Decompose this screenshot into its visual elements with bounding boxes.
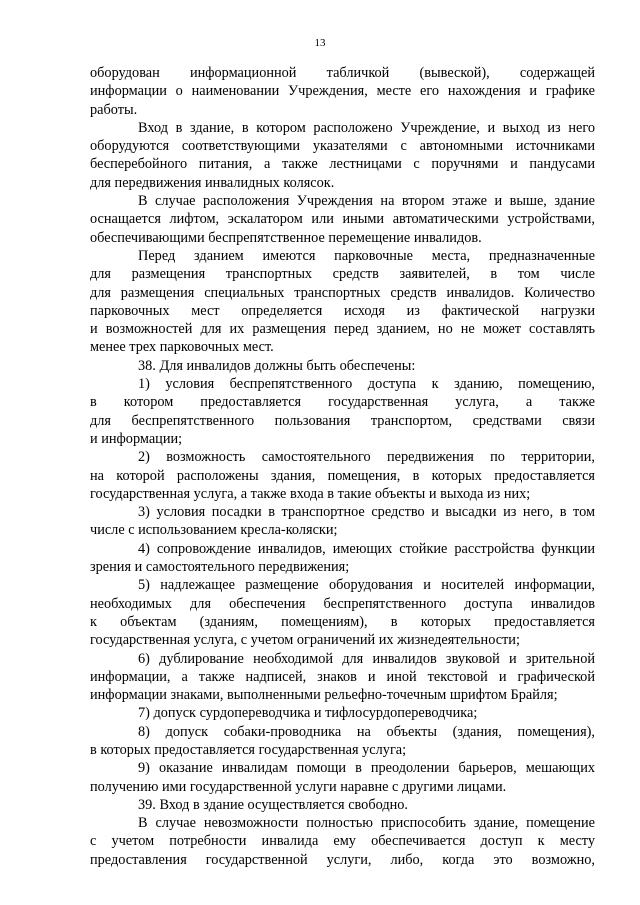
text-line: информации знаками, выполненными рельефно-точечным шрифтом Брайля;: [90, 687, 558, 704]
text-line: 2) возможность самостоятельного передвижения по территории,: [138, 449, 595, 466]
text-line: 5) надлежащее размещение оборудования и носителей информации,: [138, 577, 595, 594]
body-text: [90, 64, 595, 869]
text-line: и возможностей для их размещения перед зданием, но не может составлять: [90, 321, 595, 338]
text-line: 39. Вход в здание осуществляется свободно.: [138, 796, 408, 813]
text-line: необходимых для обеспечения беспрепятственного доступа инвалидов: [90, 595, 595, 612]
text-line: 38. Для инвалидов должны быть обеспечены:: [138, 357, 416, 374]
text-line: в котором предоставляется государственная услуга, а также: [90, 394, 595, 411]
text-line: информации о наименовании Учреждения, месте его нахождения и графике: [90, 83, 595, 100]
text-line: числе с использованием кресла-коляски;: [90, 522, 338, 539]
text-line: для передвижения инвалидных колясок.: [90, 174, 335, 191]
text-line: государственная услуга, а также входа в такие объекты и выхода из них;: [90, 485, 531, 502]
text-line: менее трех парковочных мест.: [90, 339, 274, 356]
text-line: работы.: [90, 101, 138, 118]
text-line: информации, а также надписей, знаков и иной текстовой и графической: [90, 668, 595, 685]
text-line: 3) условия посадки в транспортное средство и высадки из него, в том: [138, 504, 595, 521]
text-line: 8) допуск собаки-проводника на объекты (здания, помещения),: [138, 723, 595, 740]
text-line: Вход в здание, в котором расположено Учреждение, и выход из него: [138, 119, 595, 136]
text-line: на которой расположены здания, помещения, в которых предоставляется: [90, 467, 595, 484]
text-line: 1) условия беспрепятственного доступа к зданию, помещению,: [138, 376, 595, 393]
text-line: бесперебойного питания, а также лестницами с поручнями и пандусами: [90, 156, 595, 173]
text-line: 7) допуск сурдопереводчика и тифлосурдопереводчика;: [138, 705, 478, 722]
text-line: для беспрепятственного пользования транспортом, средствами связи: [90, 412, 595, 429]
text-line: обеспечивающими беспрепятственное перемещение инвалидов.: [90, 229, 482, 246]
text-line: В случае невозможности полностью приспособить здание, помещение: [138, 815, 595, 832]
text-line: и информации;: [90, 430, 183, 447]
text-line: получению ими государственной услуги наравне с другими лицами.: [90, 778, 507, 795]
text-line: оборудован информационной табличкой (вывеской), содержащей: [90, 65, 595, 81]
text-line: зрения и самостоятельного передвижения;: [90, 559, 350, 576]
text-line: парковочных мест определяется исходя из фактической нагрузки: [90, 302, 595, 319]
text-line: оборудуются соответствующими указателями с автономными источниками: [90, 138, 595, 155]
text-line: 4) сопровождение инвалидов, имеющих стойкие расстройства функции: [138, 540, 595, 557]
text-line: 9) оказание инвалидам помощи в преодолении барьеров, мешающих: [138, 760, 595, 777]
text-line: оснащается лифтом, эскалатором или иными автоматическими устройствами,: [90, 211, 595, 228]
text-line: В случае расположения Учреждения на втором этаже и выше, здание: [138, 193, 595, 210]
text-line: к объектам (зданиям, помещениям), в которых предоставляется: [90, 613, 595, 630]
page-number: 13: [314, 37, 326, 49]
text-line: государственная услуга, с учетом ограничений их жизнедеятельности;: [90, 632, 520, 649]
text-line: предоставления государственной услуги, либо, когда это возможно,: [90, 851, 595, 868]
text-line: с учетом потребности инвалида ему обеспечивается доступ к месту: [90, 833, 595, 850]
text-line: для размещения транспортных средств заявителей, в том числе: [90, 266, 595, 283]
text-line: Перед зданием имеются парковочные места, предназначенные: [138, 247, 595, 264]
text-line: для размещения специальных транспортных средств инвалидов. Количество: [90, 284, 595, 301]
text-line: в которых предоставляется государственная услуга;: [90, 741, 407, 758]
text-line: 6) дублирование необходимой для инвалидов звуковой и зрительной: [138, 650, 595, 667]
